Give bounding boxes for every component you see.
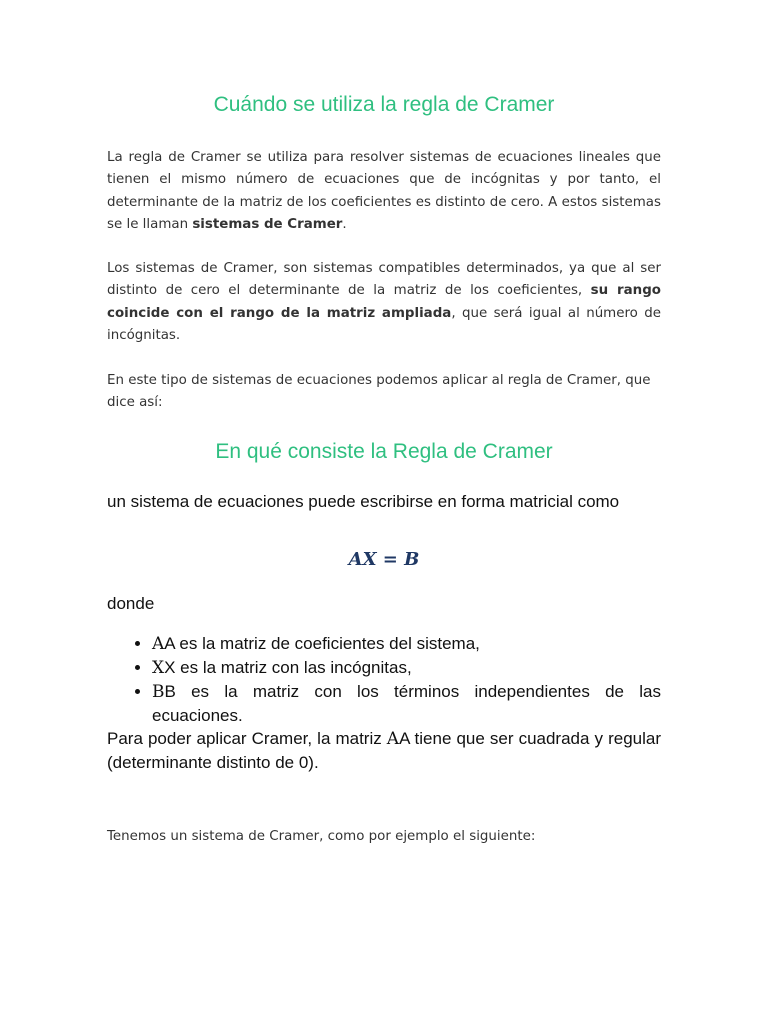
list-item-text: B es la matriz con los términos independientes de las ecuaciones. [152, 682, 661, 725]
intro-p2-end: , que será igual al número de incógnitas. [107, 305, 661, 344]
list-item [152, 632, 661, 656]
example-intro-paragraph: Tenemos un sistema de Cramer, como por ejemplo el siguiente: [107, 829, 536, 844]
intro-paragraph-3: En este tipo de sistemas de ecuaciones podemos aplicar al regla de Cramer, que dice así: [107, 373, 651, 411]
requirement-text-end: A tiene que ser cuadrada y regular (determinante distinto de 0). [107, 729, 661, 772]
intro-p1-text: La regla de Cramer se utiliza para resolver sistemas de ecuaciones lineales que tienen el mismo número de ecuaciones que de incógnitas y por tanto, el determinante de la matriz de los coeficientes es distinto de cero. A estos sistemas se le llaman [107, 150, 661, 233]
page-title: Cuándo se utiliza la regla de Cramer [213, 93, 555, 116]
math-symbol: B [152, 682, 165, 702]
requirement-paragraph [107, 727, 661, 775]
intro-p1-end: . [342, 217, 347, 233]
list-item-text: A es la matriz de coeficientes del sistema, [164, 634, 480, 653]
math-symbol: A [152, 634, 165, 654]
intro-paragraph-2 [107, 258, 661, 348]
matrix-formula: AX = B [348, 549, 420, 570]
requirement-text: Para poder aplicar Cramer, la matriz [107, 729, 387, 748]
intro-p2-text: Los sistemas de Cramer, son sistemas compatibles determinados, ya que al ser distinto de cero el determinante de la matriz de los coeficientes, [107, 261, 661, 299]
math-symbol: X [152, 658, 165, 678]
math-symbol: A [386, 729, 400, 749]
section-title: En qué consiste la Regla de Cramer [215, 440, 553, 463]
section-lead: un sistema de ecuaciones puede escribirse en forma matricial como [107, 492, 620, 511]
intro-p1-bold: sistemas de Cramer [192, 217, 343, 233]
intro-paragraph-1 [107, 147, 661, 237]
definitions-list [107, 632, 661, 728]
donde-label: donde [107, 594, 155, 613]
list-item [152, 680, 661, 728]
list-item [152, 656, 661, 680]
intro-p2-bold: su rango coincide con el rango de la matriz ampliada [107, 283, 662, 321]
list-item-text: X es la matriz con las incógnitas, [164, 658, 412, 677]
